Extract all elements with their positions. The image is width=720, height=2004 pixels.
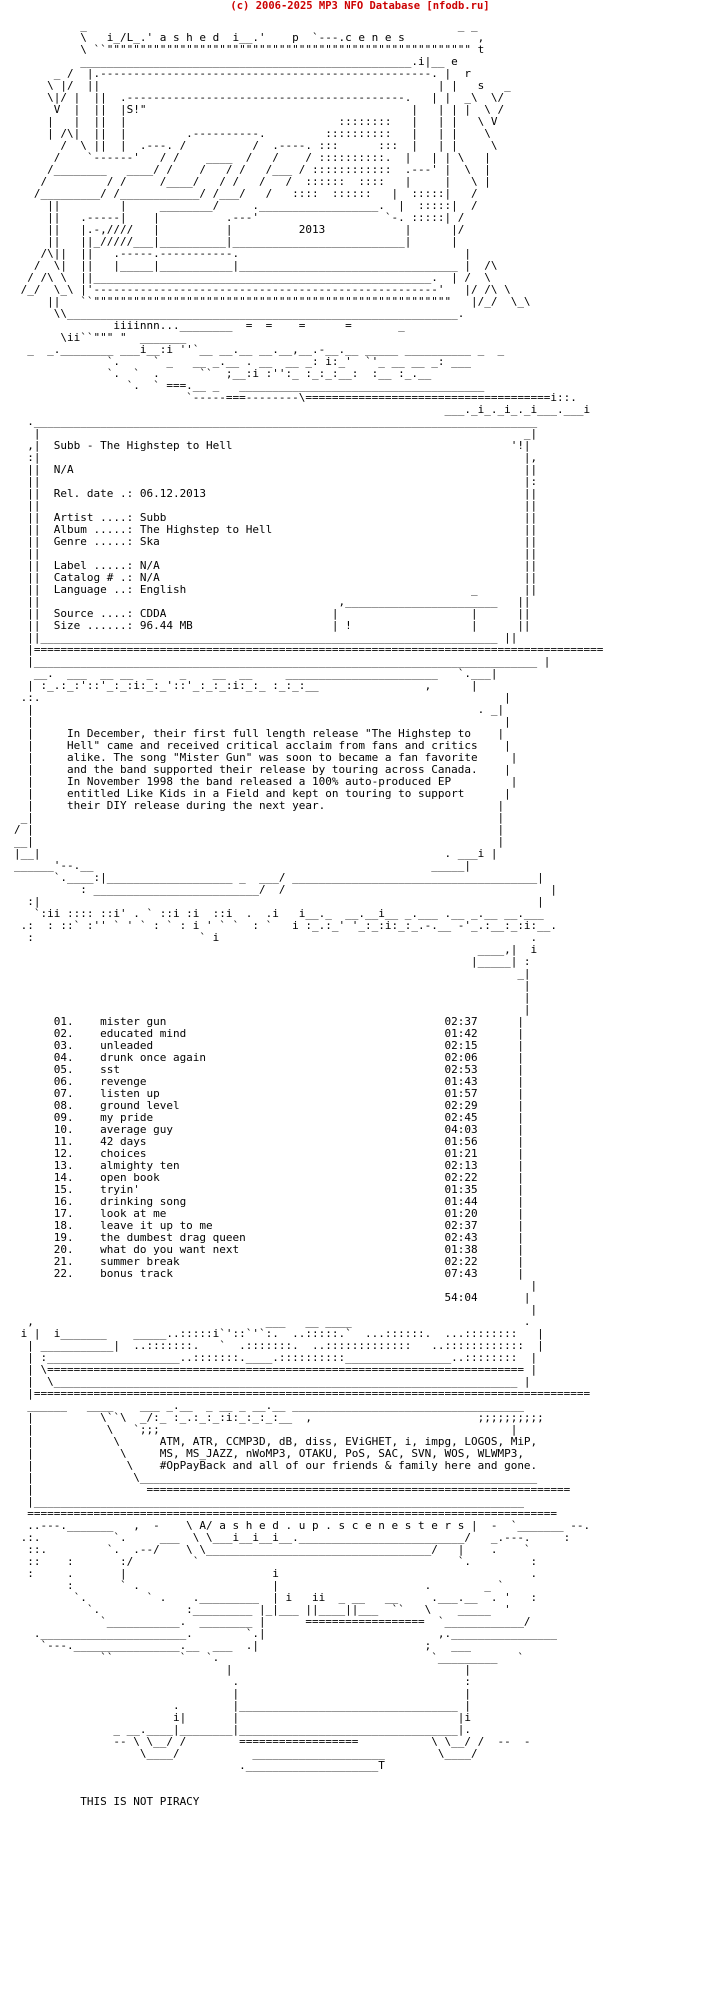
nfo-text: _ _ _ \ i_/L_.' a s h e d i__.' p `---.c e n e s , \ ``""""""""""""""""""""""""""""""""""""""""""""""""""""""" t __________________________________________________.i|__ e _ / |.--------------------------------------------------. | r \ |/ || | | s _ \|/ | || .------------------------------------------. | | _\ \/ V | || |S!" | | | | \ / | | || | :::::::: | | | \ V | /\| || | .----------. :::::::::: | | | \ / \ || | .---. / / .----. ::: ::: | | | \ / `------' / / ____ / / / ::::::::::. | | | \ | /________ ____/ / / / / /___ / :::::::::::: .---' | \ | / / / /____/ / / / / :::::: :::: | | \ | /_________/ /____________/ /___/ / :::: :::::: | :::::| / || | ________/ .__________________. | :::::| / || .-----| | .---' `-. :::::| / || |.-,//// | | 2013 | |/ || ||_/////___|__________|__________________________| | /\|| || .-----.-----------. | / \| || |_____|___________|_________________________________ | /\ / /\ \ ||___________________________________________________. | / \ /_/ \_\ |'----------------------------------------------------' |/ /\ \ || ``"""""""""""""""""""""""""""""""""""""""""""""""""""""" |/_/ \_\ \\___________________________________________________________. iiiinnn...________ = = = = _ \ii``""" " _______ _ _.________ ___i__:i ''`__ __.__ __.__,__.-__.__ _____ __________ _ _ `. ` _ __ _.__ . __ __ _: i:_' `'_ __ __ _: ___ `. ` . `` ;__:i :'':_ :_:_:__: :__ :_.__ `. ` ===.__ _ _____________________________________ `-----===--------\=====================================i::. ___._i_._i_._i___.___i .____________________________________________________________________________ | _| ,| Subb - The Highstep to Hell '!| :| |, || N/A || || |: || Rel. date .: 06.12.2013 || || || || Artist ....: Subb || || Album .....: The Highstep to Hell || || Genre .....: Ska || || || || Label .....: N/A || || Catalog # .: N/A || || Language ..: English _ || || ,_______________________ || || Source ....: CDDA | | || || Size ......: 96.44 MB | ! | || ||_____________________________________________________________________ || |====================================================================================== |____________________________________________________________________________ | __. ___ __ __ _ _ __ __ _______________________ `.___| | :_.:_:'::'_:_:i:_:_'::'_:_:_:i:_:_ :_:_:__ , | .:. | | . _| | | | In December, their first full length release "The Highstep to | | Hell" came and received critical acclaim from fans and critics | | alike. The song "Mister Gun" was soon to became a fan favorite | | and the band supported their release by touring across Canada. | | In November 1998 the band released a 100% auto-produced EP | | entitled Like Kids in a Field and kept on touring to support | | their DIY release during the next year. | _| | / | | __| | |__| . ___i | ______'--.__ _____| `.____:|___________________ _ ___/ _____________________________________| : _________________________/ / | :| | `:ii :::: ::i' . ` ::i :i ::i . .i i__._ __.__i__ _.___ .__ _.__ __.___ .: : ::` :'' ` ' ` : ` : i ' ` ` : ` i :_.:_' '_:_:i:_:_.-.__ -'_.:__:_:i:__. : ` i . ____,| i |_____| : _| | | | 01. mister gun 02:37 | 02. educated mind 01:42 | 03. unleaded 02:15 | 04. drunk once again 02:06 | 05. sst 02:53 | 06. revenge 01:43 | 07. listen up 01:57 | 08. ground level 02:29 | 09. my pride 02:45 | 10. average guy 04:03 | 11. 42 days 01:56 | 12. choices 01:21 | 13. almighty ten 02:13 | 14. open book 02:22 | 15. tryin' 01:35 | 16. drinking song 01:44 | 17. look at me 01:20 | 18. leave it up to me 02:37 | 19. the dumbest drag queen 02:43 | 20. what do you want next 01:38 | 21. summer break 02:22 | 22. bonus track 07:43 | | 54:04 | | , ___ __ ____ . i | i_______ _____..:::::i`'::`'`:. ..:::::.` ...::::::. ...:::::::: | | ___________| ..:::::::. ` .:::::::. ..::::::::::::: ..:::::::::::: | | :____________________..:::::::.____.::::::::::________________..:::::::: | | \======================================================================== | | \______________________________________________________________________ | |==================================================================================== ______ ____ ___ _.__ _ __ _ __.__ ___________________________________ | \``\ _/:_ :_.:_:_:i:_:_:_:__ , ;;;;;;;;;; | \ `;;; | | \ ATM, ATR, CCMP3D, dB, diss, EViGHET, i, impg, LOGOS, MiP, | \ MS, MS_JAZZ, nWoMP3, OTAKU, PoS, SAC, SVN, WOS, WLWMP3, | \ #OpPayBack and all of our friends & family here and gone. | \____________________________________________________________ | ================================================================ |__________________________________________________________________________ ================================================================================ ..---._______ , - \ A/ a s h e d . u p . s c e n e s t e r s | - `_______ --. .:. `. ___ \ \___i__i__i__._________________________/ _.---. : ::. `. .--/ \ \__________________________________/ | . ` :: : :/ ` `. : : . | i . : ` . | . _ ` `. ` . ._________ | i ii _ __ __ .___.__ . ' : `. :_________ |_|___ ||____||___ `` \ _____ ' `___________. ________ | ================== `____________/ .______________________. `.| ,.________________ `---.________________.__ ___ .| ; ___ `` ` `. `_________ ` | | . : | | . |_________________________________ | i| | |i _ __.____|________|_________________________________|. -- \ \__/ / ================== \ \__/ / -- - \____/ ____________________ \____/ .____________________T THIS IS NOT PIRACY: [14, 19, 604, 1808]
site-header: (c) 2006-2025 MP3 NFO Database [nfodb.ru]: [230, 0, 490, 12]
